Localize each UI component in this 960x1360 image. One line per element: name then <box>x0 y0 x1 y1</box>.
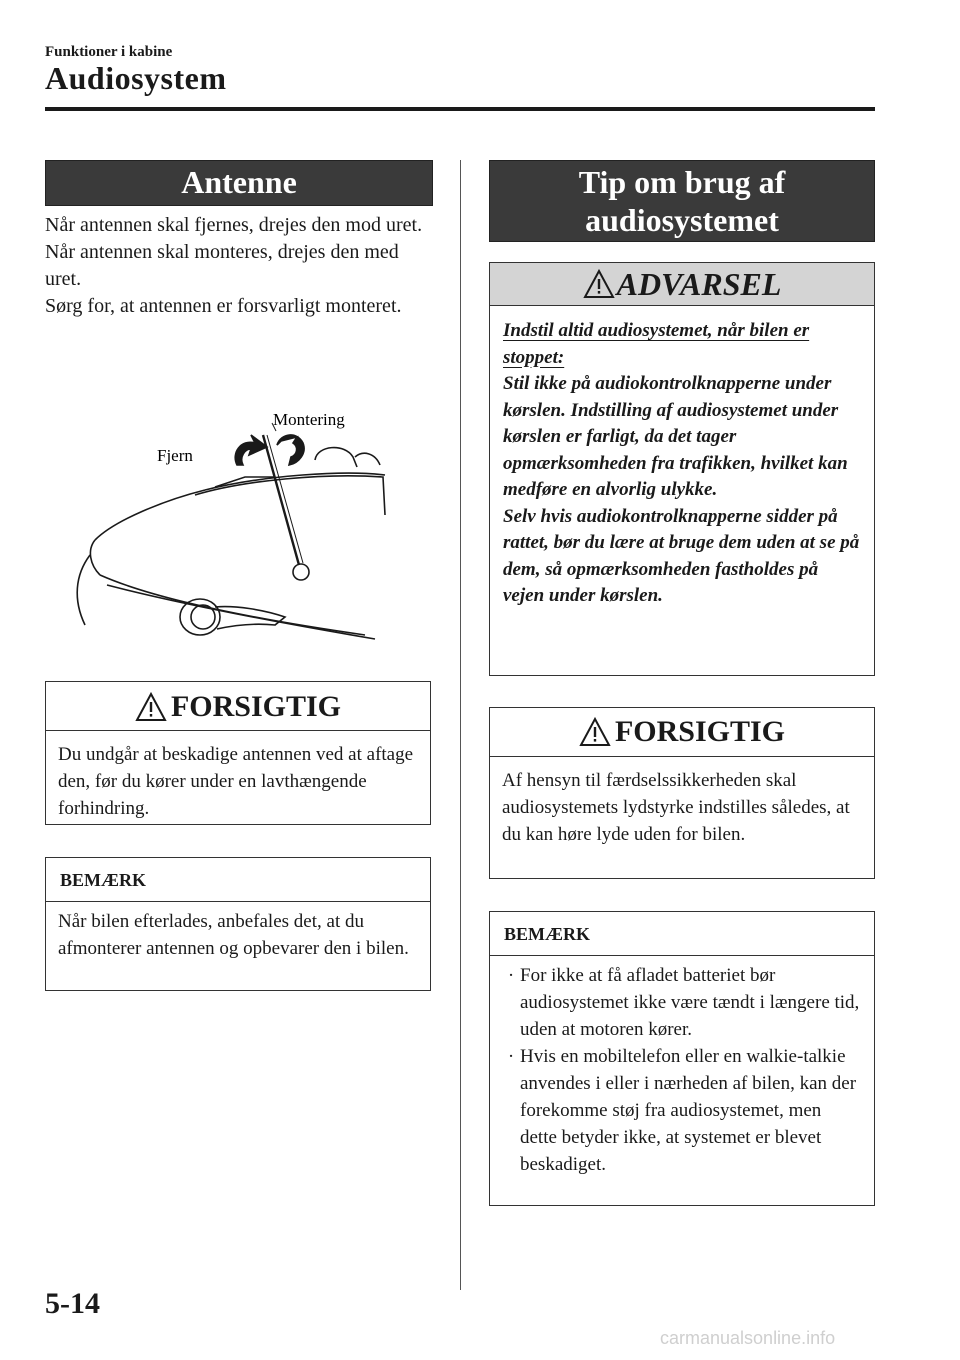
note-text: Når bilen efterlades, anbefales det, at du afmonterer antennen og opbevarer den i bilen. <box>58 911 409 959</box>
warning-triangle-icon <box>579 717 611 747</box>
antenne-paragraph: Sørg for, at antennen er forsvarligt monteret. <box>45 295 402 317</box>
warning-title: ADVARSEL <box>616 265 782 302</box>
list-item-text: For ikke at få afladet batteriet bør audiosystemet ikke være tændt i længere tid, uden at motoren kører. <box>520 965 860 1040</box>
page-number: 5-14 <box>45 1287 100 1320</box>
warning-header <box>490 263 874 306</box>
chapter-label: Funktioner i kabine <box>45 44 173 60</box>
antenne-paragraphs <box>45 212 431 320</box>
warning-content <box>490 306 874 610</box>
caution-title: FORSIGTIG <box>614 715 786 748</box>
note-title: BEMÆRK <box>60 870 147 890</box>
warning-triangle-icon <box>135 692 167 722</box>
note-list <box>490 956 874 1178</box>
caution-title: FORSIGTIG <box>170 690 342 723</box>
page-title: Audiosystem <box>45 60 227 96</box>
warning-triangle-icon <box>583 269 615 299</box>
caution-text: Af hensyn til færdselssikkerheden skal audiosystemets lydstyrke indstilles således, at du kan høre lyde uden for bilen. <box>502 770 850 845</box>
car-rear-drawing <box>45 395 431 655</box>
tip-heading-line1: Tip om brug af <box>578 164 786 200</box>
antenne-paragraph: Når antennen skal monteres, drejes den med uret. <box>45 241 399 290</box>
caution-text: Du undgår at beskadige antennen ved at aftage den, før du kører under en lavthængende forhindring. <box>58 744 414 819</box>
list-item <box>502 1043 862 1178</box>
caution-header <box>46 684 430 730</box>
note-box-right <box>489 911 875 1206</box>
caution-header <box>490 708 874 756</box>
tip-heading <box>489 160 875 242</box>
list-item-text: Hvis en mobiltelefon eller en walkie-talkie anvendes i eller i nærheden af bilen, kan der forekomme støj fra audiosystemet, men dette betyder ikke, at systemet er blevet beskadiget. <box>520 1046 857 1175</box>
header-rule <box>45 107 875 111</box>
antenna-illustration <box>45 395 431 655</box>
caution-box-right <box>489 707 875 879</box>
label-mount: Montering <box>273 410 345 429</box>
warning-box <box>489 262 875 676</box>
note-box-left <box>45 857 431 991</box>
label-remove: Fjern <box>157 446 193 465</box>
warning-text: Stil ikke på audiokontrolknapperne under kørslen. Indstilling af audiosystemet under kørslen er farligt, da det tager opmærksomheden fra trafikken, hvilket kan medføre en alvorlig ulykke. <box>503 373 848 500</box>
list-item <box>502 962 862 1043</box>
tip-heading-line2: audiosystemet <box>585 202 779 238</box>
bullet-icon: · <box>507 1046 515 1067</box>
antenne-heading: Antenne <box>45 160 433 206</box>
warning-text-2: Selv hvis audiokontrolknapperne sidder på rattet, bør du lære at bruge dem uden at se på dem, så opmærksomheden fastholdes på vejen under kørslen. <box>503 505 860 606</box>
column-divider <box>460 160 461 1290</box>
bullet-icon: · <box>507 965 515 986</box>
warning-heading: Indstil altid audiosystemet, når bilen er stoppet: <box>503 320 810 368</box>
antenne-paragraph: Når antennen skal fjernes, drejes den mod uret. <box>45 214 423 236</box>
note-title: BEMÆRK <box>504 924 591 944</box>
watermark: carmanualsonline.info <box>660 1328 836 1348</box>
caution-box-left <box>45 681 431 825</box>
